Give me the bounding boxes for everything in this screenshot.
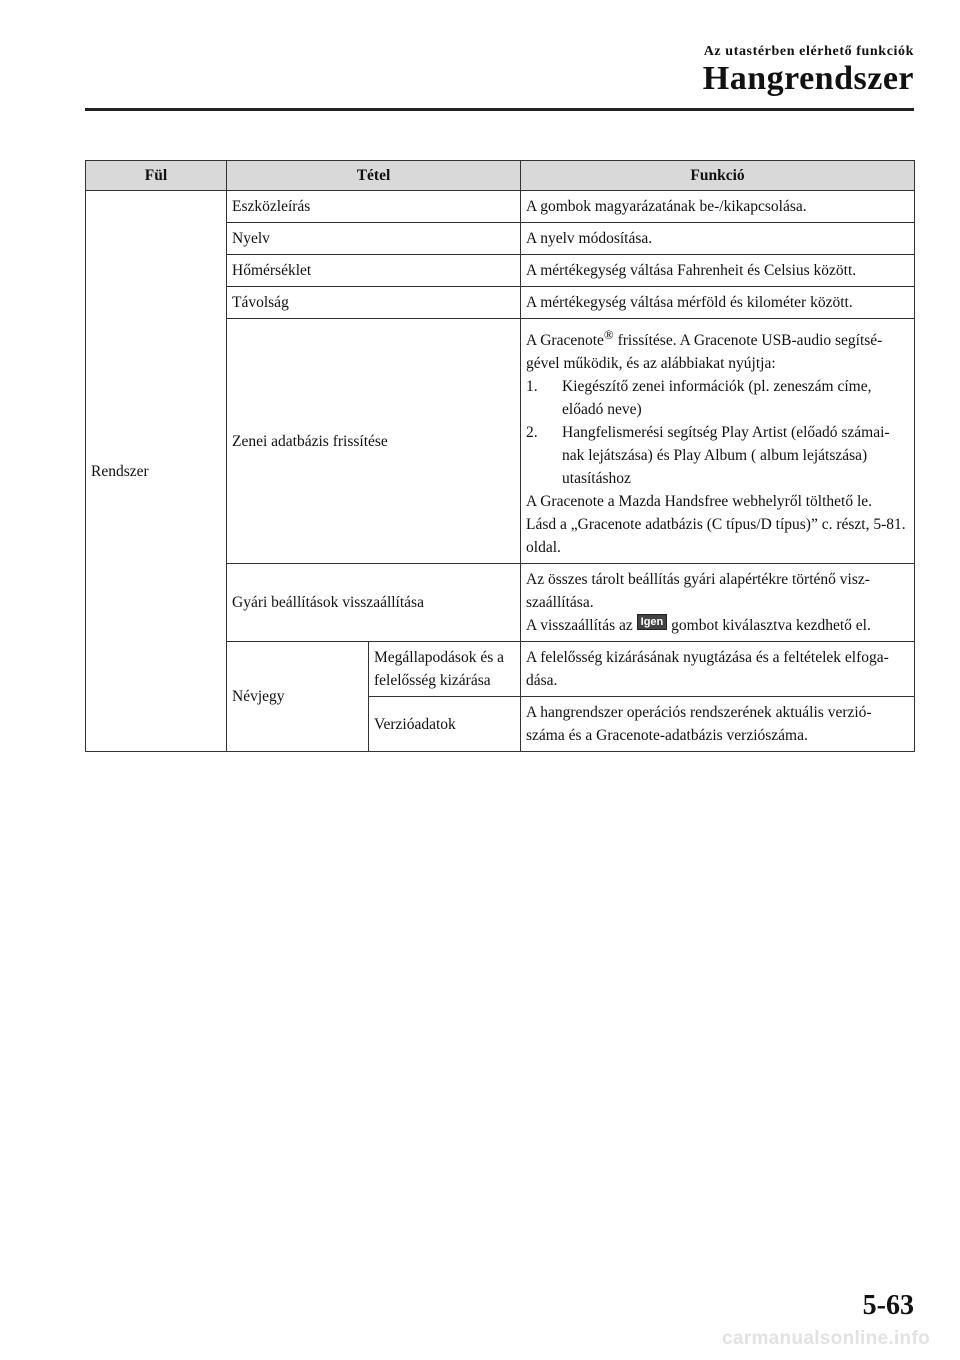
- function-cell: [521, 319, 915, 564]
- igen-button-glyph: Igen: [637, 614, 668, 630]
- gracenote-intro: [526, 323, 909, 375]
- column-header-function: Funkció: [521, 161, 915, 191]
- list-text: Kiegészítő zenei információk (pl. zeneszám címe, előadó neve): [562, 378, 872, 419]
- reset-instruction-b: gombot kiválasztva kezdhető el.: [671, 617, 871, 635]
- page-title: Hangrendszer: [702, 60, 914, 97]
- reset-instruction: [526, 614, 909, 637]
- tab-name-cell: Rendszer: [86, 191, 227, 752]
- function-cell: [521, 564, 915, 642]
- subitem-cell: Megállapodások és a felelősség kizárása: [369, 642, 521, 697]
- table-header-row: [86, 161, 915, 191]
- section-subtitle: Az utastérben elérhető funkciók: [703, 44, 914, 59]
- item-cell: Eszközleírás: [227, 191, 521, 223]
- list-item: [526, 375, 909, 421]
- settings-table: [85, 160, 915, 752]
- reset-description: Az összes tárolt beállítás gyári alapértékre történő visz- szaállítása.: [526, 571, 870, 612]
- function-cell: A mértékegység váltása mérföld és kilométer között.: [521, 287, 915, 319]
- gracenote-intro-a: A Gracenote: [526, 332, 604, 350]
- page-number: 5-63: [862, 1290, 914, 1321]
- function-cell: A nyelv módosítása.: [521, 223, 915, 255]
- gracenote-intro-b: frissítése. A Gracenote USB-audio segítsé- gével működik, és az alábbiakat nyújtja:: [526, 332, 883, 373]
- gracenote-download: A Gracenote a Mazda Handsfree webhelyről tölthető le.: [526, 493, 873, 511]
- column-header-tab: Fül: [86, 161, 227, 191]
- table-row: [86, 191, 915, 223]
- gracenote-reference: Lásd a „Gracenote adatbázis (C típus/D típus)” c. részt, 5-81. oldal.: [526, 516, 906, 557]
- function-cell: A hangrendszer operációs rendszerének aktuális verzió- száma és a Gracenote-adatbázis verziószáma.: [521, 697, 915, 752]
- item-cell: Hőmérséklet: [227, 255, 521, 287]
- feature-list: [526, 375, 909, 490]
- function-cell: A felelősség kizárásának nyugtázása és a feltételek elfoga- dása.: [521, 642, 915, 697]
- watermark-text: carmanualsonline.info: [722, 1328, 930, 1349]
- list-item: [526, 421, 909, 490]
- item-cell: Nyelv: [227, 223, 521, 255]
- function-cell: A gombok magyarázatának be-/kikapcsolása.: [521, 191, 915, 223]
- registered-mark: ®: [603, 327, 614, 342]
- header-divider: [85, 108, 914, 111]
- list-text: Hangfelismerési segítség Play Artist (előadó számai- nak lejátszása) és Play Album ( album lejátszása) utasításhoz: [562, 424, 890, 488]
- reset-instruction-a: A visszaállítás az: [526, 617, 633, 635]
- list-number: 1.: [526, 378, 538, 396]
- item-cell: Névjegy: [227, 642, 369, 752]
- item-cell: Távolság: [227, 287, 521, 319]
- function-cell: A mértékegység váltása Fahrenheit és Celsius között.: [521, 255, 915, 287]
- column-header-item: Tétel: [227, 161, 521, 191]
- item-cell: Zenei adatbázis frissítése: [227, 319, 521, 564]
- list-number: 2.: [526, 424, 538, 442]
- subitem-cell: Verzióadatok: [369, 697, 521, 752]
- item-cell: Gyári beállítások visszaállítása: [227, 564, 521, 642]
